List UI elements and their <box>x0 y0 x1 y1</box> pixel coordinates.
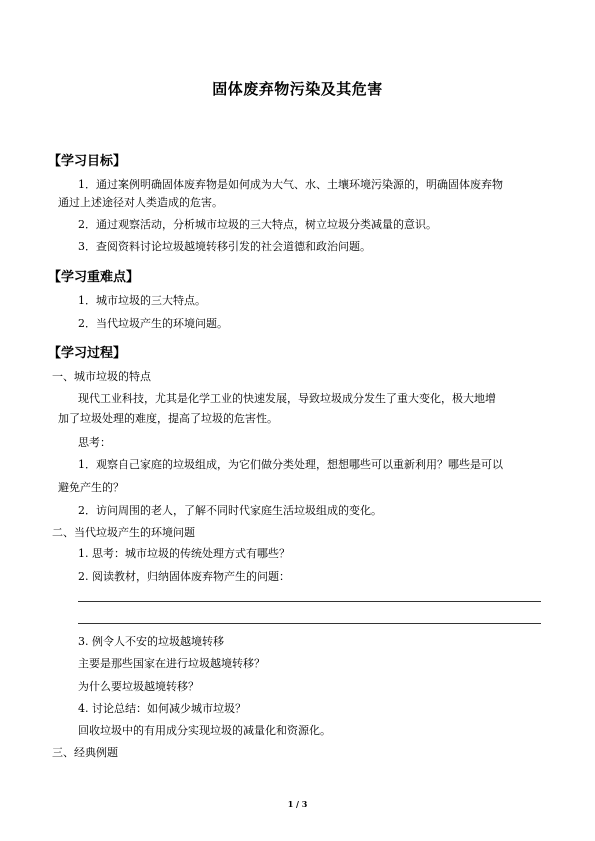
part2-question-2: 2. 阅读教材，归纳固体废弃物产生的问题： <box>78 570 290 583</box>
part1-paragraph-line-2: 加了垃圾处理的难度，提高了垃圾的危害性。 <box>58 412 278 425</box>
part1-title: 一、城市垃圾的特点 <box>52 370 151 383</box>
part2-title: 二、当代垃圾产生的环境问题 <box>52 526 195 539</box>
part2-question-3-sub-2: 为什么要垃圾越境转移？ <box>78 680 199 693</box>
key-point-1: 1．城市垃圾的三大特点。 <box>78 294 206 307</box>
goal-item-1-line-1: 1．通过案例明确固体废弃物是如何成为大气、水、土壤环境污染源的，明确固体废弃物 <box>78 178 503 191</box>
goal-item-3: 3．查阅资料讨论垃圾越境转移引发的社会道德和政治问题。 <box>78 240 371 253</box>
goal-item-1-line-2: 通过上述途径对人类造成的危害。 <box>58 196 223 209</box>
page-indicator: 1 / 3 <box>287 799 308 809</box>
key-point-2: 2．当代垃圾产生的环境问题。 <box>78 317 228 330</box>
goal-item-2: 2．通过观察活动，分析城市垃圾的三大特点，树立垃圾分类减量的意识。 <box>78 218 437 231</box>
part1-question-1-line-2: 避免产生的？ <box>58 481 124 494</box>
answer-line-2 <box>78 623 541 624</box>
part2-question-1: 1. 思考：城市垃圾的传统处理方式有哪些？ <box>78 547 290 560</box>
part2-question-3: 3. 例令人不安的垃圾越境转移 <box>78 635 224 648</box>
part1-paragraph-line-1: 现代工业科技，尤其是化学工业的快速发展，导致垃圾成分发生了重大变化，极大地增 <box>78 392 496 405</box>
part2-question-4: 4. 讨论总结：如何减少城市垃圾？ <box>78 702 246 715</box>
part2-question-3-sub-1: 主要是那些国家在进行垃圾越境转移？ <box>78 657 265 670</box>
goals-heading: 【学习目标】 <box>48 154 127 169</box>
part3-title: 三、经典例题 <box>52 746 118 759</box>
key-points-heading: 【学习重难点】 <box>48 270 140 285</box>
document-title: 固体废弃物污染及其危害 <box>212 80 383 98</box>
answer-line-1 <box>78 601 541 602</box>
part1-question-2: 2．访问周围的老人，了解不同时代家庭生活垃圾组成的变化。 <box>78 504 382 517</box>
think-label: 思考： <box>78 436 111 449</box>
part1-question-1-line-1: 1．观察自己家庭的垃圾组成，为它们做分类处理，想想哪些可以重新利用？哪些是可以 <box>78 458 503 471</box>
process-heading: 【学习过程】 <box>48 346 127 361</box>
part2-question-4-answer: 回收垃圾中的有用成分实现垃圾的减量化和资源化。 <box>78 724 331 737</box>
